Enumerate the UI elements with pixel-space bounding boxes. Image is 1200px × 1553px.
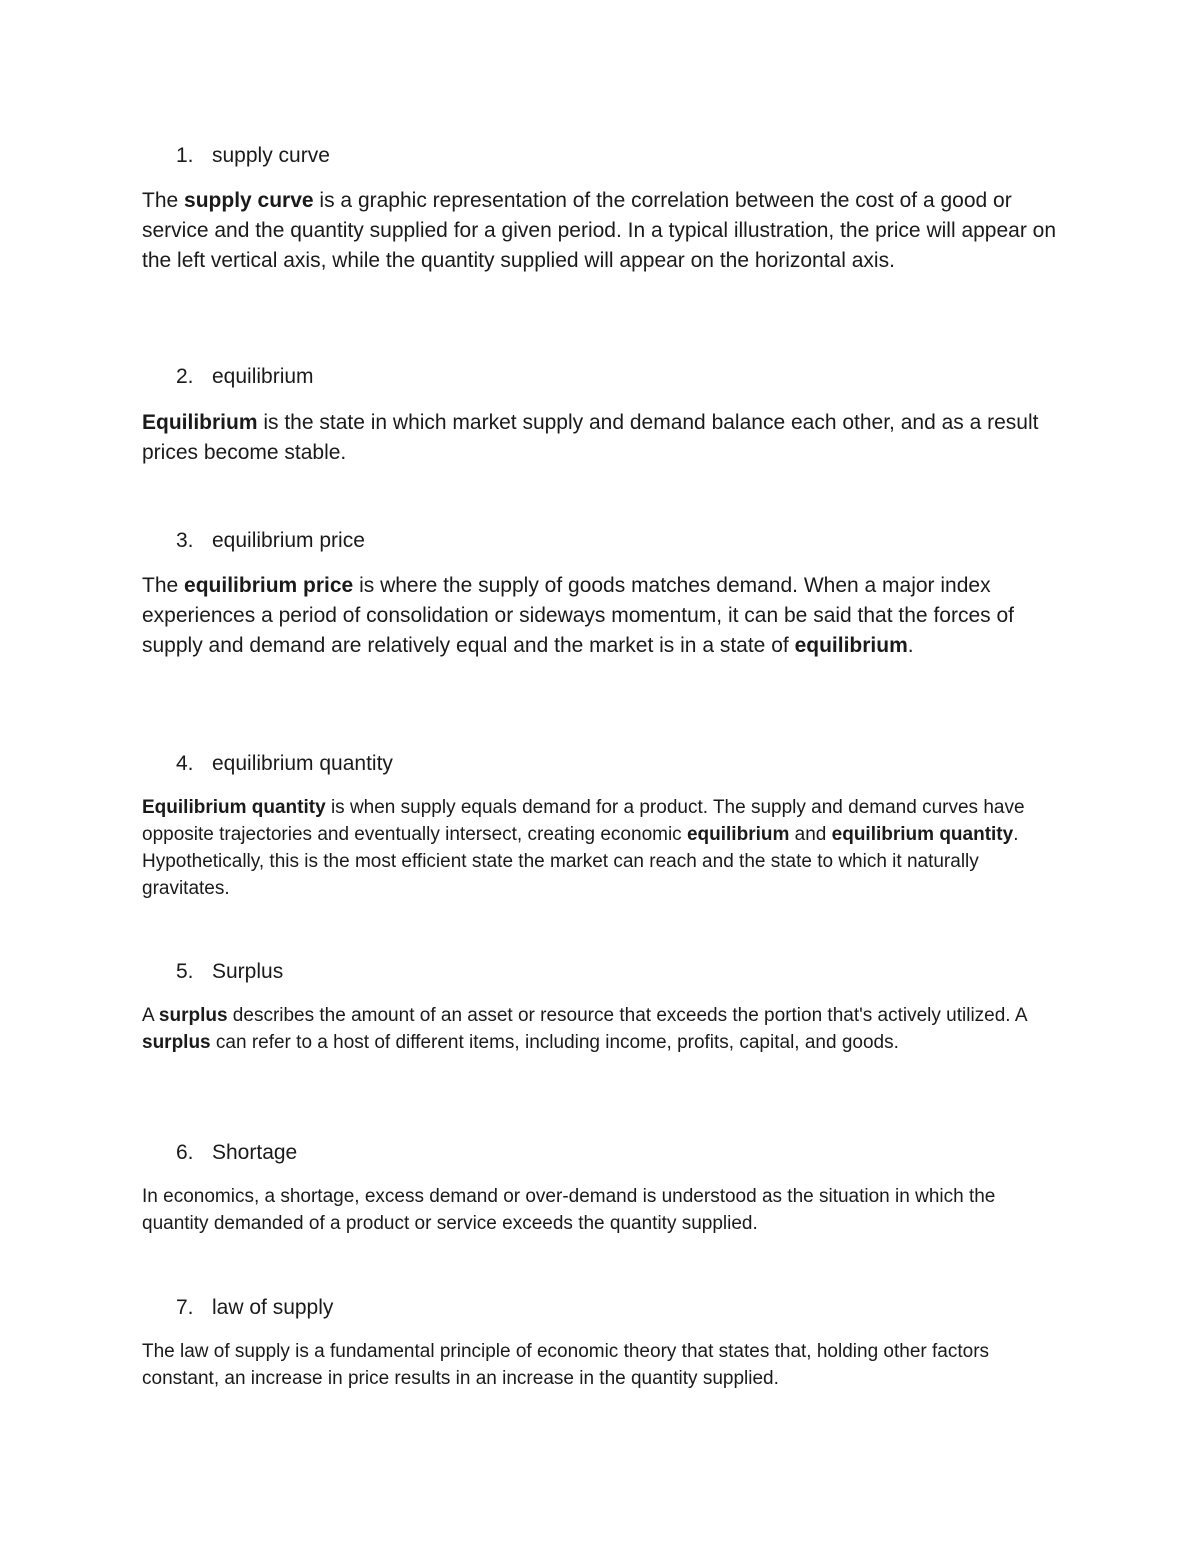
term-number: 6.	[176, 1141, 194, 1164]
term-title: law of supply	[212, 1296, 334, 1319]
term-title: Shortage	[212, 1141, 298, 1164]
definition-paragraph-1	[142, 186, 1062, 276]
term-number: 4.	[176, 752, 194, 775]
text-run: The	[142, 189, 185, 212]
text-run: A	[142, 1005, 159, 1026]
text-run: describes the amount of an asset or resource that exceeds the portion that's actively utilized. A	[227, 1005, 1027, 1026]
bold-term: surplus	[158, 1005, 228, 1026]
text-run: . Hypothetically, this is the most efficient state the market can reach and the state to which it naturally gravitates.	[142, 824, 1019, 899]
term-number: 7.	[176, 1296, 194, 1319]
term-heading-5	[176, 959, 283, 985]
term-number: 2.	[176, 365, 194, 388]
text-run: The	[142, 574, 185, 597]
term-heading-1	[176, 143, 330, 169]
text-run: can refer to a host of different items, including income, profits, capital, and goods.	[210, 1032, 899, 1053]
text-run: is where the supply of goods matches demand. When a major index experiences a period of consolidation or sideways momentum, it can be said that the forces of supply and demand are relatively equal and the market is in a state of	[142, 574, 1014, 657]
bold-term: equilibrium	[686, 824, 790, 845]
text-run: is when supply equals demand for a product. The supply and demand curves have opposite trajectories and eventually intersect, creating economic	[142, 797, 1025, 845]
term-number: 5.	[176, 960, 194, 983]
definition-paragraph-7	[142, 1338, 1062, 1392]
bold-term: equilibrium quantity	[831, 824, 1014, 845]
term-number: 1.	[176, 144, 194, 167]
bold-term: Equilibrium	[142, 411, 258, 434]
term-heading-6	[176, 1140, 297, 1166]
term-title: Surplus	[212, 960, 284, 983]
definition-paragraph-3	[142, 571, 1062, 661]
term-heading-3	[176, 528, 365, 554]
definition-paragraph-4	[142, 794, 1062, 902]
term-heading-4	[176, 751, 393, 777]
text-run: The law of supply is a fundamental principle of economic theory that states that, holding other factors constant, an increase in price results in an increase in the quantity supplied.	[142, 1341, 990, 1389]
definition-paragraph-5	[142, 1002, 1062, 1056]
term-title: equilibrium price	[212, 529, 365, 552]
term-title: equilibrium	[212, 365, 314, 388]
bold-term: surplus	[142, 1032, 211, 1053]
text-run: and	[789, 824, 832, 845]
term-heading-7	[176, 1295, 333, 1321]
bold-term: equilibrium price	[184, 574, 354, 597]
definition-paragraph-2	[142, 408, 1062, 468]
text-run: is the state in which market supply and demand balance each other, and as a result prices become stable.	[142, 411, 1039, 464]
term-title: supply curve	[212, 144, 330, 167]
definition-paragraph-6	[142, 1183, 1062, 1237]
term-heading-2	[176, 364, 314, 390]
text-run: is a graphic representation of the correlation between the cost of a good or service and the quantity supplied for a given period. In a typical illustration, the price will appear on the left vertical axis, while the quantity supplied will appear on the horizontal axis.	[142, 189, 1057, 272]
bold-term: equilibrium	[794, 634, 908, 657]
bold-term: supply curve	[184, 189, 314, 212]
text-run: In economics, a shortage, excess demand or over-demand is understood as the situation in which the quantity demanded of a product or service exceeds the quantity supplied.	[142, 1186, 996, 1234]
text-run: .	[907, 634, 914, 657]
bold-term: Equilibrium quantity	[142, 797, 326, 818]
term-number: 3.	[176, 529, 194, 552]
term-title: equilibrium quantity	[212, 752, 393, 775]
